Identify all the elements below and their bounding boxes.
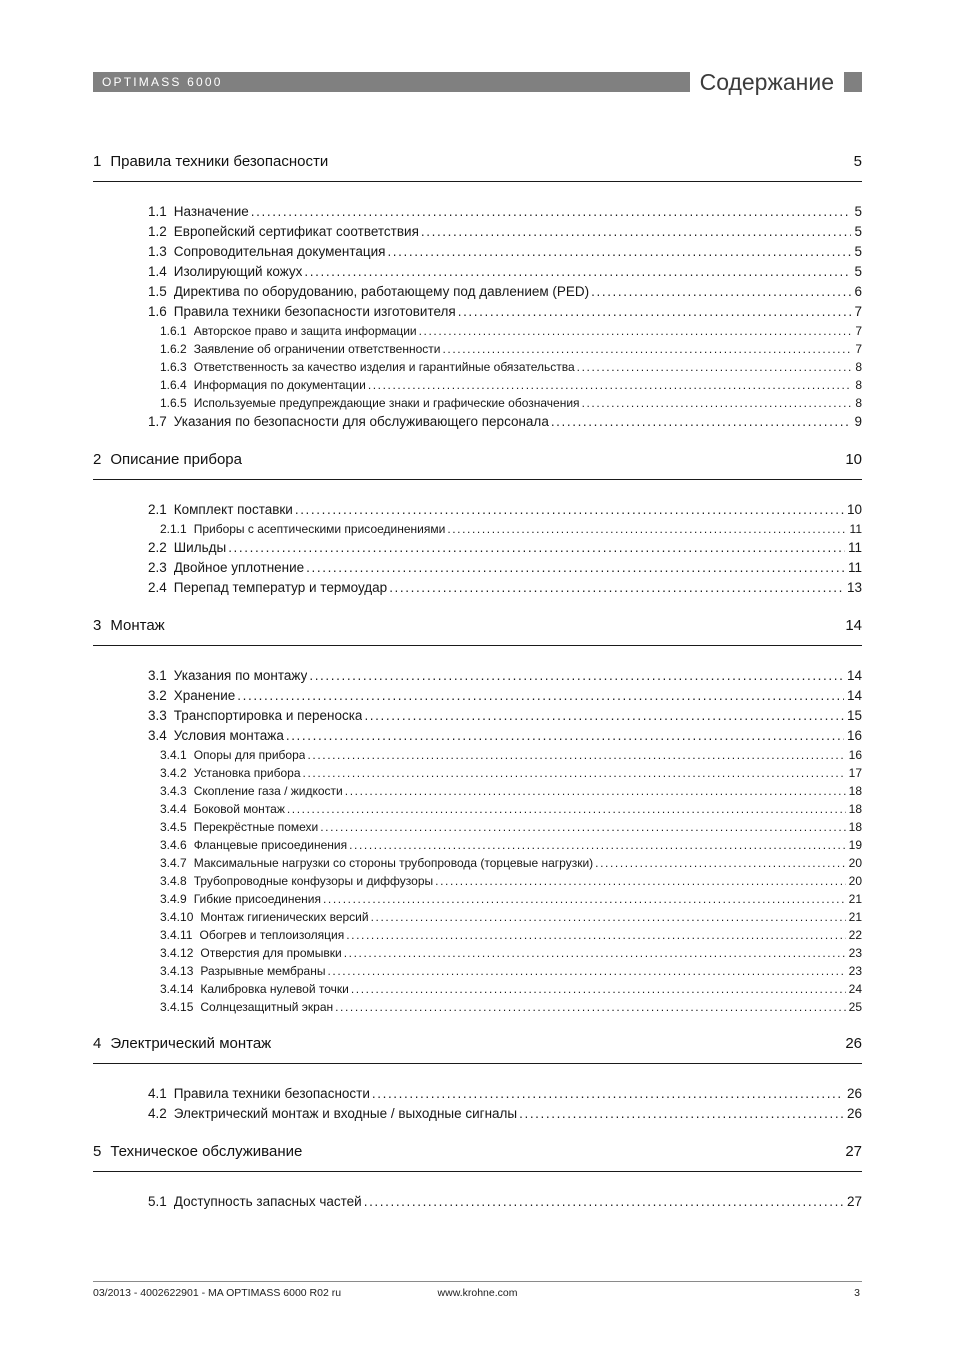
dot-leader bbox=[368, 376, 853, 394]
dot-leader bbox=[447, 520, 846, 538]
entry-number: 3.4.1 bbox=[160, 748, 187, 762]
dot-leader bbox=[346, 926, 845, 944]
dot-leader bbox=[577, 358, 853, 376]
entry-title: Европейский сертификат соответствия bbox=[173, 224, 419, 239]
entry-title: Доступность запасных частей bbox=[173, 1194, 362, 1209]
entry-number: 3.4.15 bbox=[160, 1000, 194, 1014]
section-title: Электрический монтаж bbox=[110, 1035, 272, 1052]
entry-page-number: 16 bbox=[848, 748, 862, 762]
toc-entry-1.5[interactable] bbox=[93, 282, 862, 302]
entry-page-number: 8 bbox=[855, 396, 862, 410]
toc-entry-4.2[interactable] bbox=[93, 1104, 862, 1124]
entry-page-number: 16 bbox=[846, 728, 862, 743]
dot-leader bbox=[349, 836, 846, 854]
entry-page-number: 9 bbox=[854, 414, 862, 429]
entry-page-number: 5 bbox=[854, 224, 862, 239]
entry-number: 4.1 bbox=[148, 1086, 167, 1101]
entry-number: 3.4.7 bbox=[160, 856, 187, 870]
entry-number: 3.2 bbox=[148, 688, 167, 703]
toc-heading-1[interactable] bbox=[93, 152, 862, 182]
toc-entry-3.4.6[interactable] bbox=[93, 836, 862, 854]
entry-number: 3.4.12 bbox=[160, 946, 194, 960]
footer-document-id: 03/2013 - 4002622901 - MA OPTIMASS 6000 R02 ru bbox=[93, 1287, 342, 1299]
toc-entry-2.1[interactable] bbox=[93, 500, 862, 520]
section-title: Техническое обслуживание bbox=[110, 1143, 303, 1160]
dot-leader bbox=[595, 854, 845, 872]
entry-page-number: 10 bbox=[846, 502, 862, 517]
dot-leader bbox=[307, 746, 845, 764]
toc-entry-4.1[interactable] bbox=[93, 1084, 862, 1104]
entry-title: Перепад температур и термоудар bbox=[173, 580, 388, 595]
entry-number: 5.1 bbox=[148, 1194, 167, 1209]
entry-title: Боковой монтаж bbox=[193, 802, 285, 816]
section-page-number: 26 bbox=[845, 1035, 862, 1052]
entry-page-number: 23 bbox=[848, 946, 862, 960]
dot-leader bbox=[371, 908, 846, 926]
toc-entry-3.4.12[interactable] bbox=[93, 944, 862, 962]
dot-leader bbox=[303, 764, 846, 782]
entry-number: 3.4.5 bbox=[160, 820, 187, 834]
entry-title: Хранение bbox=[173, 688, 236, 703]
dot-leader bbox=[389, 578, 844, 598]
entry-page-number: 27 bbox=[846, 1194, 862, 1209]
entry-title: Трубопроводные конфузоры и диффузоры bbox=[193, 874, 434, 888]
toc-entry-2.3[interactable] bbox=[93, 558, 862, 578]
dot-leader bbox=[309, 666, 844, 686]
entry-title: Ответственность за качество изделия и гарантийные обязательства bbox=[193, 360, 575, 374]
toc-entry-3.1[interactable] bbox=[93, 666, 862, 686]
dot-leader bbox=[344, 944, 846, 962]
entry-number: 3.4.8 bbox=[160, 874, 187, 888]
entry-page-number: 11 bbox=[847, 560, 862, 575]
entry-page-number: 5 bbox=[854, 204, 862, 219]
dot-leader bbox=[582, 394, 853, 412]
toc-entries-4 bbox=[93, 1084, 862, 1124]
dot-leader bbox=[286, 726, 844, 746]
entry-title: Информация по документации bbox=[193, 378, 366, 392]
header-accent-square bbox=[844, 72, 862, 92]
entry-number: 1.3 bbox=[148, 244, 167, 259]
entry-title: Обогрев и теплоизоляция bbox=[199, 928, 345, 942]
entry-title: Калибровка нулевой точки bbox=[200, 982, 349, 996]
entry-page-number: 13 bbox=[846, 580, 862, 595]
entry-page-number: 6 bbox=[854, 284, 862, 299]
dot-leader bbox=[591, 282, 851, 302]
section-page-number: 27 bbox=[845, 1143, 862, 1160]
entry-number: 1.6 bbox=[148, 304, 167, 319]
toc-heading-3[interactable] bbox=[93, 616, 862, 646]
toc-entry-1.2[interactable] bbox=[93, 222, 862, 242]
dot-leader bbox=[551, 412, 852, 432]
section-number: 5 bbox=[93, 1143, 102, 1160]
product-name: OPTIMASS 6000 bbox=[102, 75, 223, 89]
entry-page-number: 7 bbox=[855, 324, 862, 338]
entry-number: 2.3 bbox=[148, 560, 167, 575]
entry-number: 1.6.2 bbox=[160, 342, 187, 356]
entry-page-number: 7 bbox=[855, 342, 862, 356]
toc-entry-1.7[interactable] bbox=[93, 412, 862, 432]
dot-leader bbox=[351, 980, 846, 998]
dot-leader bbox=[304, 262, 851, 282]
page-footer bbox=[93, 1281, 862, 1307]
entry-page-number: 11 bbox=[849, 522, 862, 536]
header-gray-bar bbox=[93, 72, 690, 92]
toc-entry-1.1[interactable] bbox=[93, 202, 862, 222]
entry-page-number: 26 bbox=[846, 1086, 862, 1101]
dot-leader bbox=[228, 538, 845, 558]
entry-title: Транспортировка и переноска bbox=[173, 708, 363, 723]
toc-section-2 bbox=[93, 450, 862, 598]
entry-number: 1.6.3 bbox=[160, 360, 187, 374]
toc-entry-3.4.5[interactable] bbox=[93, 818, 862, 836]
entry-number: 2.4 bbox=[148, 580, 167, 595]
entry-number: 1.2 bbox=[148, 224, 167, 239]
section-number: 3 bbox=[93, 617, 102, 634]
toc-entry-3.4.8[interactable] bbox=[93, 872, 862, 890]
entry-title: Правила техники безопасности изготовителя bbox=[173, 304, 456, 319]
dot-leader bbox=[435, 872, 846, 890]
entry-title: Авторское право и защита информации bbox=[193, 324, 417, 338]
entry-title: Условия монтажа bbox=[173, 728, 284, 743]
dot-leader bbox=[237, 686, 844, 706]
entry-number: 1.5 bbox=[148, 284, 167, 299]
entry-title: Монтаж гигиенических версий bbox=[200, 910, 369, 924]
entry-title: Двойное уплотнение bbox=[173, 560, 305, 575]
dot-leader bbox=[421, 222, 852, 242]
toc-entry-1.6.3[interactable] bbox=[93, 358, 862, 376]
entry-number: 3.4.9 bbox=[160, 892, 187, 906]
entry-page-number: 7 bbox=[854, 304, 862, 319]
toc-entries-5 bbox=[93, 1192, 862, 1212]
entry-title: Максимальные нагрузки со стороны трубопровода (торцевые нагрузки) bbox=[193, 856, 594, 870]
section-page-number: 5 bbox=[853, 153, 862, 170]
entry-number: 3.4 bbox=[148, 728, 167, 743]
entry-title: Электрический монтаж и входные / выходные сигналы bbox=[173, 1106, 518, 1121]
entry-page-number: 8 bbox=[855, 360, 862, 374]
section-page-number: 14 bbox=[845, 617, 862, 634]
dot-leader bbox=[442, 340, 852, 358]
dot-leader bbox=[323, 890, 846, 908]
toc-entry-2.4[interactable] bbox=[93, 578, 862, 598]
toc-entry-3.4.13[interactable] bbox=[93, 962, 862, 980]
page-title: Содержание bbox=[699, 69, 834, 95]
section-title: Правила техники безопасности bbox=[110, 153, 329, 170]
entry-page-number: 24 bbox=[848, 982, 862, 996]
entry-number: 2.1 bbox=[148, 502, 167, 517]
entry-number: 1.6.4 bbox=[160, 378, 187, 392]
toc-entry-3.4.1[interactable] bbox=[93, 746, 862, 764]
page-header bbox=[93, 69, 862, 95]
dot-leader bbox=[419, 322, 853, 340]
entry-title: Скопление газа / жидкости bbox=[193, 784, 343, 798]
entry-number: 1.6.5 bbox=[160, 396, 187, 410]
toc-entry-3.4.15[interactable] bbox=[93, 998, 862, 1016]
toc-entry-3.3[interactable] bbox=[93, 706, 862, 726]
entry-number: 1.1 bbox=[148, 204, 167, 219]
dot-leader bbox=[327, 962, 845, 980]
toc-entry-1.6.1[interactable] bbox=[93, 322, 862, 340]
entry-page-number: 14 bbox=[846, 688, 862, 703]
dot-leader bbox=[287, 800, 846, 818]
entry-number: 2.1.1 bbox=[160, 522, 187, 536]
entry-page-number: 23 bbox=[848, 964, 862, 978]
entry-number: 3.4.14 bbox=[160, 982, 194, 996]
entry-number: 3.4.3 bbox=[160, 784, 187, 798]
entry-title: Назначение bbox=[173, 204, 249, 219]
entry-page-number: 18 bbox=[848, 802, 862, 816]
dot-leader bbox=[387, 242, 851, 262]
entry-title: Солнцезащитный экран bbox=[200, 1000, 334, 1014]
dot-leader bbox=[364, 1192, 844, 1212]
toc-entry-3.4.14[interactable] bbox=[93, 980, 862, 998]
entry-title: Установка прибора bbox=[193, 766, 301, 780]
toc bbox=[93, 92, 862, 1212]
entry-title: Заявление об ограничении ответственности bbox=[193, 342, 441, 356]
dot-leader bbox=[372, 1084, 844, 1104]
entry-number: 3.4.4 bbox=[160, 802, 187, 816]
entry-page-number: 22 bbox=[848, 928, 862, 942]
toc-section-3 bbox=[93, 616, 862, 1016]
entry-title: Шильды bbox=[173, 540, 227, 555]
toc-entry-5.1[interactable] bbox=[93, 1192, 862, 1212]
dot-leader bbox=[364, 706, 844, 726]
entry-number: 3.4.2 bbox=[160, 766, 187, 780]
toc-entry-1.6.2[interactable] bbox=[93, 340, 862, 358]
dot-leader bbox=[306, 558, 845, 578]
entry-title: Опоры для прибора bbox=[193, 748, 306, 762]
entry-page-number: 5 bbox=[854, 244, 862, 259]
entry-page-number: 14 bbox=[846, 668, 862, 683]
toc-entry-3.4.9[interactable] bbox=[93, 890, 862, 908]
toc-entries-1 bbox=[93, 202, 862, 432]
toc-entry-3.4.2[interactable] bbox=[93, 764, 862, 782]
entry-number: 3.4.13 bbox=[160, 964, 194, 978]
entry-page-number: 21 bbox=[848, 910, 862, 924]
section-number: 1 bbox=[93, 153, 102, 170]
heading-spacer bbox=[165, 616, 846, 636]
entry-number: 3.1 bbox=[148, 668, 167, 683]
entry-page-number: 17 bbox=[848, 766, 862, 780]
toc-section-5 bbox=[93, 1142, 862, 1212]
toc-entry-3.4.7[interactable] bbox=[93, 854, 862, 872]
entry-page-number: 18 bbox=[848, 784, 862, 798]
toc-heading-4[interactable] bbox=[93, 1034, 862, 1064]
dot-leader bbox=[519, 1104, 844, 1124]
dot-leader bbox=[335, 998, 846, 1016]
entry-page-number: 8 bbox=[855, 378, 862, 392]
toc-entry-1.4[interactable] bbox=[93, 262, 862, 282]
section-page-number: 10 bbox=[845, 451, 862, 468]
entry-title: Комплект поставки bbox=[173, 502, 293, 517]
footer-website-link[interactable]: www.krohne.com bbox=[437, 1287, 518, 1299]
toc-section-4 bbox=[93, 1034, 862, 1124]
entry-title: Разрывные мембраны bbox=[200, 964, 326, 978]
entry-title: Приборы с асептическими присоединениями bbox=[193, 522, 446, 536]
entry-number: 3.4.10 bbox=[160, 910, 194, 924]
entry-page-number: 21 bbox=[848, 892, 862, 906]
entry-page-number: 15 bbox=[846, 708, 862, 723]
section-number: 4 bbox=[93, 1035, 102, 1052]
dot-leader bbox=[345, 782, 846, 800]
entry-title: Указания по монтажу bbox=[173, 668, 308, 683]
toc-entry-1.6[interactable] bbox=[93, 302, 862, 322]
heading-spacer bbox=[242, 450, 845, 470]
entry-number: 2.2 bbox=[148, 540, 167, 555]
toc-entry-3.4.4[interactable] bbox=[93, 800, 862, 818]
toc-entry-2.2[interactable] bbox=[93, 538, 862, 558]
section-title: Монтаж bbox=[110, 617, 165, 634]
entry-title: Изолирующий кожух bbox=[173, 264, 303, 279]
section-number: 2 bbox=[93, 451, 102, 468]
toc-heading-5[interactable] bbox=[93, 1142, 862, 1172]
dot-leader bbox=[320, 818, 845, 836]
toc-heading-2[interactable] bbox=[93, 450, 862, 480]
toc-entries-2 bbox=[93, 500, 862, 598]
entry-page-number: 20 bbox=[848, 856, 862, 870]
heading-spacer bbox=[271, 1034, 845, 1054]
toc-entry-3.4[interactable] bbox=[93, 726, 862, 746]
toc-entries-3 bbox=[93, 666, 862, 1016]
section-title: Описание прибора bbox=[110, 451, 242, 468]
toc-entry-3.2[interactable] bbox=[93, 686, 862, 706]
entry-page-number: 25 bbox=[848, 1000, 862, 1014]
entry-page-number: 18 bbox=[848, 820, 862, 834]
entry-number: 1.4 bbox=[148, 264, 167, 279]
entry-title: Используемые предупреждающие знаки и графические обозначения bbox=[193, 396, 580, 410]
dot-leader bbox=[295, 500, 844, 520]
toc-entry-2.1.1[interactable] bbox=[93, 520, 862, 538]
entry-title: Правила техники безопасности bbox=[173, 1086, 370, 1101]
entry-title: Отверстия для промывки bbox=[200, 946, 342, 960]
entry-number: 4.2 bbox=[148, 1106, 167, 1121]
entry-page-number: 26 bbox=[846, 1106, 862, 1121]
toc-entry-3.4.11[interactable] bbox=[93, 926, 862, 944]
entry-number: 3.3 bbox=[148, 708, 167, 723]
entry-title: Директива по оборудованию, работающему под давлением (PED) bbox=[173, 284, 590, 299]
entry-number: 1.7 bbox=[148, 414, 167, 429]
entry-title: Указания по безопасности для обслуживающего персонала bbox=[173, 414, 549, 429]
entry-number: 1.6.1 bbox=[160, 324, 187, 338]
entry-page-number: 11 bbox=[847, 540, 862, 555]
entry-title: Перекрёстные помехи bbox=[193, 820, 319, 834]
entry-number: 3.4.11 bbox=[160, 928, 193, 942]
toc-entry-3.4.10[interactable] bbox=[93, 908, 862, 926]
dot-leader bbox=[458, 302, 852, 322]
toc-entry-3.4.3[interactable] bbox=[93, 782, 862, 800]
entry-page-number: 19 bbox=[848, 838, 862, 852]
heading-spacer bbox=[302, 1142, 845, 1162]
footer-page-number: 3 bbox=[854, 1287, 860, 1299]
entry-page-number: 5 bbox=[854, 264, 862, 279]
toc-entry-1.6.4[interactable] bbox=[93, 376, 862, 394]
dot-leader bbox=[251, 202, 852, 222]
toc-entry-1.6.5[interactable] bbox=[93, 394, 862, 412]
entry-title: Сопроводительная документация bbox=[173, 244, 386, 259]
entry-title: Фланцевые присоединения bbox=[193, 838, 348, 852]
heading-spacer bbox=[328, 152, 853, 172]
entry-number: 3.4.6 bbox=[160, 838, 187, 852]
entry-title: Гибкие присоединения bbox=[193, 892, 321, 906]
toc-section-1 bbox=[93, 152, 862, 432]
toc-entry-1.3[interactable] bbox=[93, 242, 862, 262]
entry-page-number: 20 bbox=[848, 874, 862, 888]
